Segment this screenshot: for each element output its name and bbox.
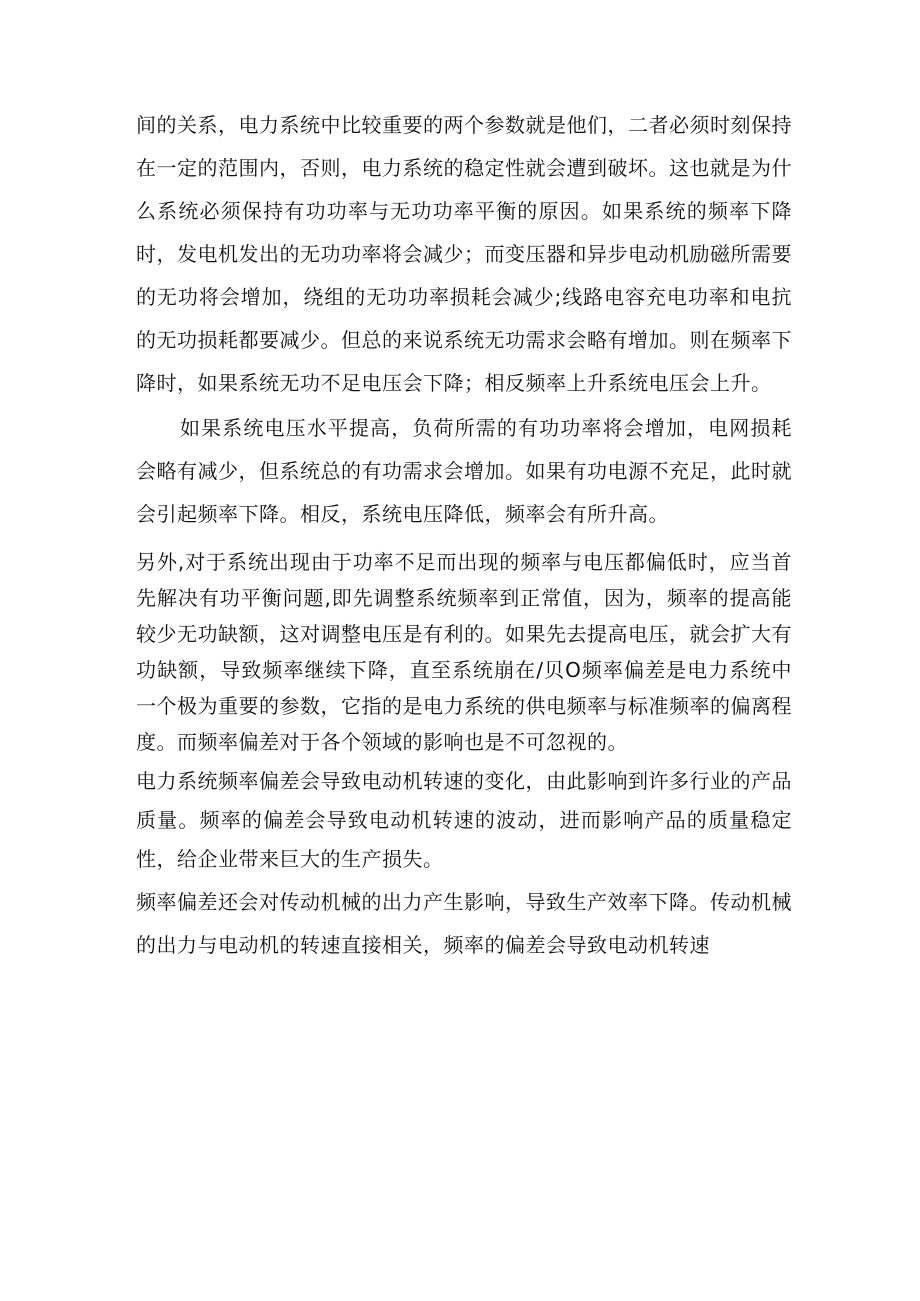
paragraph-motor-speed-effect: 电力系统频率偏差会导致电动机转速的变化，由此影响到许多行业的产品质量。频率的偏差会导致电动机转速的波动，进而影响产品的质量稳定性，给企业带来巨大的生产损失。 (136, 769, 792, 871)
paragraph-transmission-output-effect: 频率偏差还会对传动机械的出力产生影响，导致生产效率下降。传动机械的出力与电动机的转速直接相关，频率的偏差会导致电动机转速 (136, 890, 792, 957)
paragraph-adjustment-priority: 另外,对于系统出现由于功率不足而出现的频率与电压都偏低时，应当首先解决有功平衡问题,即先调整系统频率到正常值，因为，频率的提高能较少无功缺额，这对调整电压是有利的。如果先去提高电压，就会扩大有功缺额，导致频率继续下降，直至系统崩在/贝O频率偏差是电力系统中一个极为重要的参数，它指的是电力系统的供电频率与标准频率的偏离程度。而频率偏差对于各个领域的影响也是不可忽视的。 (136, 550, 792, 754)
document-page (136, 104, 792, 967)
paragraph-frequency-voltage-relation: 间的关系，电力系统中比较重要的两个参数就是他们，二者必须时刻保持在一定的范围内，否则，电力系统的稳定性就会遭到破坏。这也就是为什么系统必须保持有功功率与无功功率平衡的原因。如果系统的频率下降时，发电机发出的无功功率将会减少；而变压器和异步电动机励磁所需要的无功将会增加，绕组的无功功率损耗会减少;线路电容充电功率和电抗的无功损耗都要减少。但总的来说系统无功需求会略有增加。则在频率下降时，如果系统无功不足电压会下降；相反频率上升系统电压会上升。 (136, 113, 792, 395)
paragraph-voltage-effect-on-frequency: 如果系统电压水平提高，负荷所需的有功功率将会增加，电网损耗会略有减少，但系统总的有功需求会增加。如果有功电源不充足，此时就会引起频率下降。相反，系统电压降低，频率会有所升高。 (136, 416, 792, 526)
